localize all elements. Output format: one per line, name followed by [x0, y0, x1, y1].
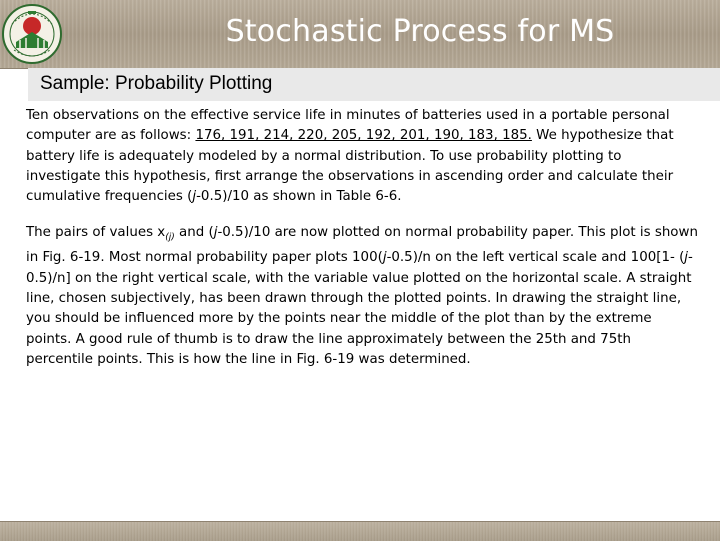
paragraph-1-text-b: We hypothesize that battery life is adequately modeled by a normal distribution. To use probability plotting to investigate this hypothesis, first arrange the observations in ascending order and calculate their cumulative frequencies (: [26, 128, 674, 205]
paragraph-1-text-a: Ten observations on the effective service life in minutes of batteries used in a portable personal computer are as follows:: [26, 108, 670, 144]
paragraph-1: [26, 106, 700, 207]
paragraph-1-text-c: -0.5)/10 as shown in Table 6-6.: [196, 189, 402, 205]
paragraph-2-text-d: -0.5)/n on the left vertical scale and 100[1- (: [386, 250, 685, 266]
page-title: Stochastic Process for MS: [225, 14, 615, 49]
italic-j: j: [382, 250, 387, 266]
header-band: [0, 0, 720, 69]
paragraph-2: [26, 223, 700, 370]
footer-band: [0, 521, 720, 541]
subscript-j: (j): [165, 233, 175, 244]
university-seal-icon: [2, 2, 62, 66]
paragraph-2-text-e: -0.5)/n] on the right vertical scale, with the variable value plotted on the horizontal scale. A straight line, chosen subjectively, has been drawn through the plotted points. In drawing the straight line, you should be influenced more by the points near the middle of the plot than by the extreme points. A good rule of thumb is to draw the line approximately between the 25th and 75th percentile points. This is how the line in Fig. 6-19 was determined.: [26, 250, 693, 367]
italic-j: j: [192, 189, 197, 205]
paragraph-2-text-a: The pairs of values x: [26, 225, 166, 241]
paragraph-2-text-b: and (: [174, 225, 214, 241]
italic-j: j: [684, 250, 689, 266]
italic-j: j: [213, 225, 218, 241]
slide-subtitle: Sample: Probability Plotting: [40, 73, 273, 94]
body-text: [26, 106, 700, 386]
observations-list: 176, 191, 214, 220, 205, 192, 201, 190, 183, 185.: [195, 128, 532, 144]
paragraph-2-text-c: -0.5)/10 are now plotted on normal probability paper. This plot is shown in Fig. 6-19. Most normal probability paper plots 100(: [26, 225, 698, 266]
